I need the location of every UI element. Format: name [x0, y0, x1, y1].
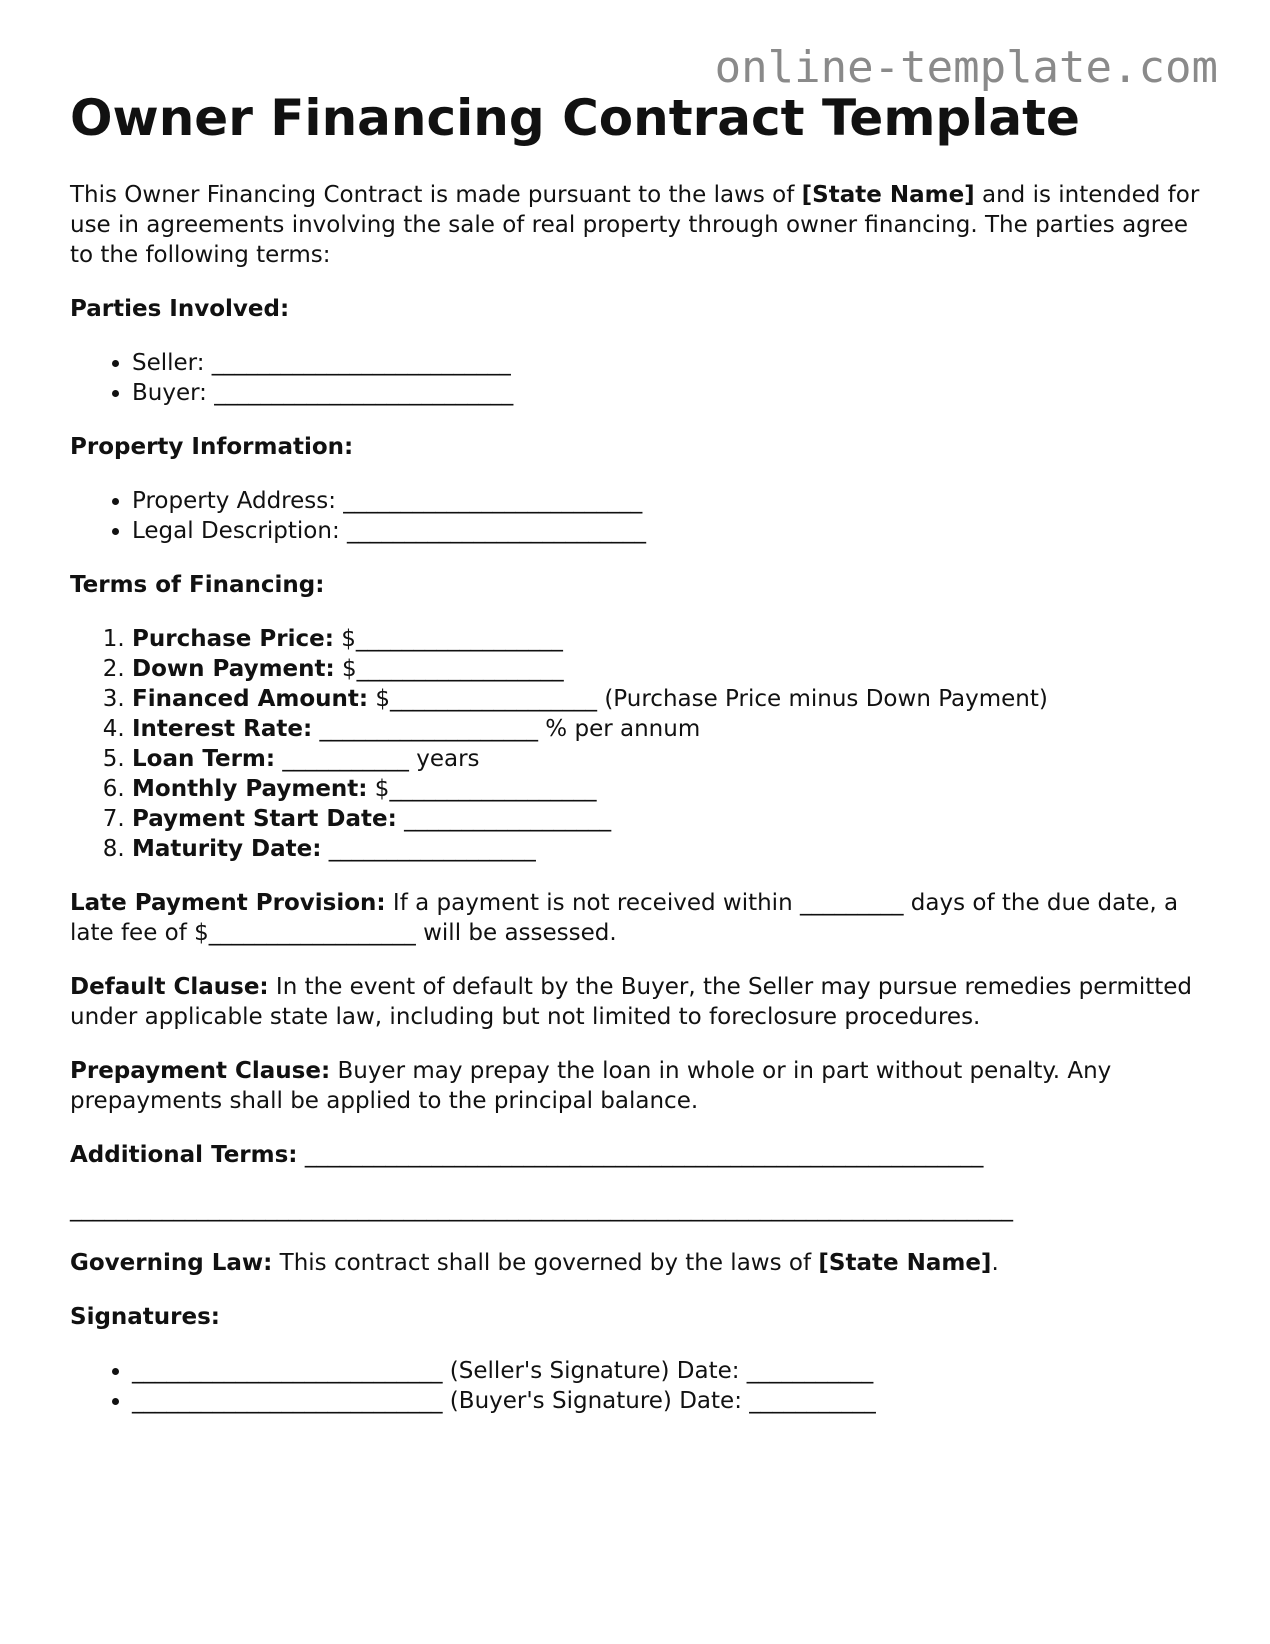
financed-amount-label: Financed Amount:	[132, 686, 369, 712]
legal-description-label: Legal Description:	[132, 518, 348, 544]
signatures-list	[70, 1356, 1210, 1416]
intro-text-before: This Owner Financing Contract is made pursuant to the laws of	[70, 182, 802, 208]
list-item-payment-start-date	[132, 804, 1210, 834]
signatures-heading: Signatures:	[70, 1304, 221, 1330]
parties-heading: Parties Involved:	[70, 296, 290, 322]
late-payment-text: If a payment is not received within _________ days of the due date, a late fee of $__________________ will be assessed.	[70, 890, 1179, 946]
interest-rate-label: Interest Rate:	[132, 716, 313, 742]
list-item-buyer	[132, 378, 1210, 408]
property-list	[70, 486, 1210, 546]
additional-terms	[70, 1140, 1210, 1170]
down-payment-label: Down Payment:	[132, 656, 335, 682]
prepayment-clause-label: Prepayment Clause:	[70, 1058, 331, 1084]
watermark: online-template.com	[714, 42, 1218, 93]
list-item-loan-term	[132, 744, 1210, 774]
default-clause-label: Default Clause:	[70, 974, 269, 1000]
list-item-buyer-signature	[132, 1386, 1210, 1416]
governing-law-text: This contract shall be governed by the laws of	[272, 1250, 819, 1276]
prepayment-clause	[70, 1056, 1210, 1116]
loan-term-label: Loan Term:	[132, 746, 276, 772]
maturity-date-label: Maturity Date:	[132, 836, 322, 862]
default-clause	[70, 972, 1210, 1032]
list-item-property-address	[132, 486, 1210, 516]
seller-signature-text: (Seller's Signature) Date: ___________	[442, 1358, 874, 1384]
governing-law-end: .	[991, 1250, 999, 1276]
purchase-price-value: $__________________	[333, 626, 563, 652]
financing-heading: Terms of Financing:	[70, 572, 325, 598]
prepayment-clause-text: Buyer may prepay the loan in whole or in part without penalty. Any prepayments shall be applied to the principal balance.	[70, 1058, 1112, 1114]
buyer-signature-text: (Buyer's Signature) Date: ___________	[442, 1388, 876, 1414]
property-address-label: Property Address:	[132, 488, 344, 514]
list-item-interest-rate	[132, 714, 1210, 744]
governing-law-state-placeholder: [State Name]	[818, 1250, 992, 1276]
loan-term-value: ___________ years	[275, 746, 480, 772]
governing-law-clause	[70, 1248, 1210, 1278]
additional-terms-label: Additional Terms:	[70, 1142, 298, 1168]
property-heading: Property Information:	[70, 434, 354, 460]
payment-start-date-value: __________________	[396, 806, 612, 832]
payment-start-date-label: Payment Start Date:	[132, 806, 397, 832]
additional-terms-blank: ___________________________________________________________	[297, 1142, 984, 1168]
monthly-payment-label: Monthly Payment:	[132, 776, 368, 802]
document-title: Owner Financing Contract Template	[70, 89, 1080, 147]
list-item-seller	[132, 348, 1210, 378]
seller-signature-blank: ___________________________	[132, 1358, 443, 1384]
buyer-label: Buyer:	[132, 380, 215, 406]
state-name-placeholder: [State Name]	[801, 182, 975, 208]
intro-text-after: and is intended for use in agreements involving the sale of real property through owner financing. The parties agree to the following terms:	[70, 182, 1200, 268]
interest-rate-value: ___________________ % per annum	[312, 716, 701, 742]
list-item-maturity-date	[132, 834, 1210, 864]
default-clause-text: In the event of default by the Buyer, the Seller may pursue remedies permitted under applicable state law, including but not limited to foreclosure procedures.	[70, 974, 1193, 1030]
list-item-legal-description	[132, 516, 1210, 546]
financed-amount-value: $__________________ (Purchase Price minus Down Payment)	[368, 686, 1048, 712]
monthly-payment-value: $__________________	[367, 776, 597, 802]
list-item-down-payment	[132, 654, 1210, 684]
document-page	[70, 88, 1210, 1416]
seller-label: Seller:	[132, 350, 212, 376]
down-payment-value: $__________________	[334, 656, 564, 682]
buyer-blank: __________________________	[214, 380, 514, 406]
parties-list	[70, 348, 1210, 408]
maturity-date-value: __________________	[321, 836, 536, 862]
list-item-monthly-payment	[132, 774, 1210, 804]
governing-law-label: Governing Law:	[70, 1250, 273, 1276]
property-address-blank: __________________________	[343, 488, 643, 514]
additional-terms-second-line: __________________________________________________________________________________	[70, 1196, 1013, 1222]
seller-blank: __________________________	[211, 350, 511, 376]
list-item-seller-signature	[132, 1356, 1210, 1386]
list-item-purchase-price	[132, 624, 1210, 654]
financing-list	[70, 624, 1210, 864]
buyer-signature-blank: ___________________________	[132, 1388, 443, 1414]
legal-description-blank: __________________________	[347, 518, 647, 544]
late-payment-label: Late Payment Provision:	[70, 890, 386, 916]
list-item-financed-amount	[132, 684, 1210, 714]
intro-paragraph	[70, 180, 1210, 270]
late-payment-clause	[70, 888, 1210, 948]
purchase-price-label: Purchase Price:	[132, 626, 334, 652]
